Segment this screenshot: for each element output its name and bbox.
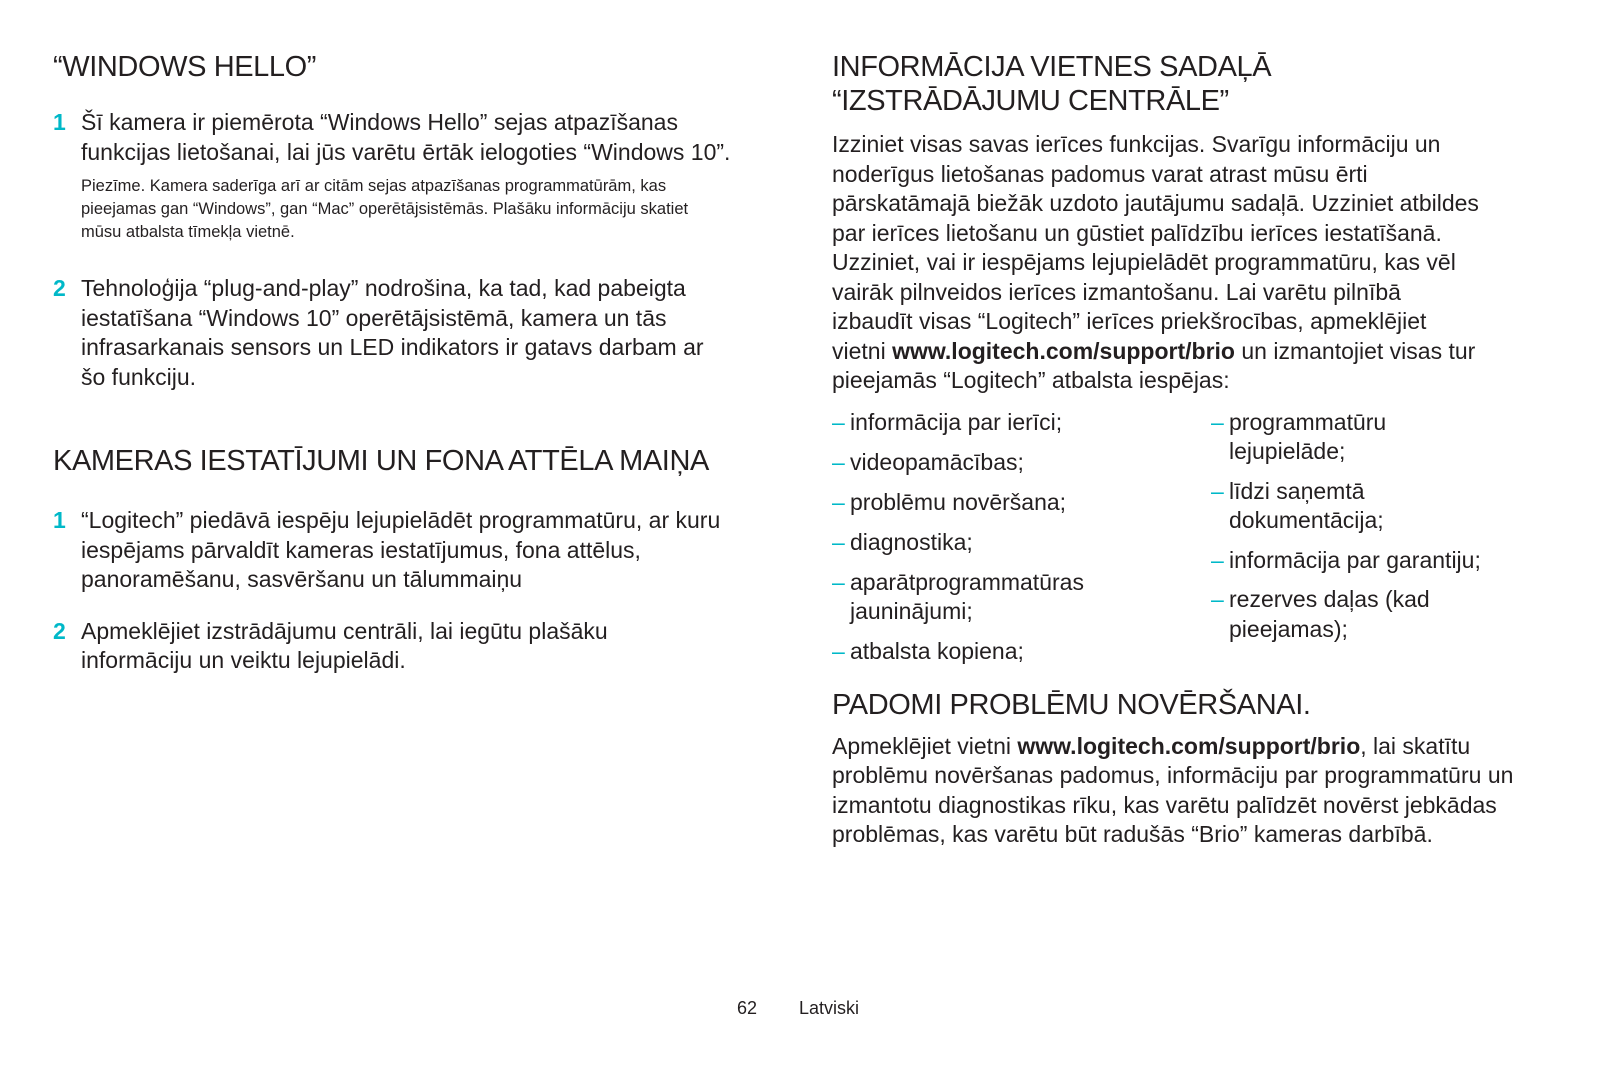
intro-tail: un izmantojiet visas tur pieejamās “Logitech” atbalsta iespējas: [832,337,1476,393]
list-item [832,448,1192,478]
troubleshooting-text [832,732,1532,850]
windows-hello-steps [53,108,773,392]
step-text: Tehnoloģija “plug-and-play” nodrošina, ka tad, kad pabeigta iestatīšana “Windows 10” operētājsistēmā, kamera un tās infrasarkanais sensors un LED indikators ir gatavs darbam ar šo funkciju. [81,275,704,390]
step-number: 2 [53,275,66,301]
troubleshooting-lead: Apmeklējiet vietni [832,732,1018,759]
list-item-text: atbalsta kopiena; [850,638,1024,664]
list-item [1211,408,1439,467]
camera-settings-step-1 [53,506,773,595]
list-item-text: informācija par ierīci; [850,408,1063,435]
list-item-text: problēmu novēršana; [850,488,1067,515]
troubleshooting-heading: PADOMI PROBLĒMU NOVĒRŠANAI. [832,688,1311,721]
support-options-right [1211,408,1541,645]
right-column [832,44,1552,850]
dash-bullet: – [832,528,845,555]
step-number: 1 [53,109,66,135]
dash-bullet: – [1211,477,1224,504]
list-item [832,528,1192,558]
list-item-text: videopamācības; [850,448,1024,475]
language-label: Latviski [799,998,860,1018]
support-options-left [832,408,1192,667]
list-item-text: aparātprogrammatūras jauninājumi; [850,568,1084,624]
dash-bullet: – [1211,586,1224,612]
list-item [832,488,1192,518]
windows-hello-section [53,50,773,392]
page-number: 62 [737,998,758,1018]
step-number: 1 [53,507,66,533]
list-item [832,568,1150,627]
dash-bullet: – [1211,408,1224,435]
troubleshooting-body: , lai skatītu problēmu novēršanas padomus, informāciju par programmatūru un izmantotu diagnostikas rīku, kas varētu palīdzēt novērst jebkādas problēmas, kas varētu būt radušās “Brio” kameras darbībā. [832,732,1514,847]
intro-text: Izziniet visas savas ierīces funkcijas. Svarīgu informāciju un noderīgus lietošanas padomus varat atrast mūsu ērti pārskatāmajā biežāk uzdoto jautājumu sadaļā. Uzziniet atbildes par ierīces lietošanu un gūstiet palīdzību ierīces iestatīšanā. Uzziniet, vai ir iespējams lejupielādēt programmatūru, kas vēl vairāk pilnveidos ierīces izmantošanu. Lai varētu pilnībā izbaudīt visas “Logitech” ierīces priekšrocības, apmeklējiet vietni [832,131,1479,364]
camera-settings-steps [53,506,773,676]
step-text: “Logitech” piedāvā iespēju lejupielādēt programmatūru, ar kuru iespējams pārvaldīt kameras iestatījumus, fona attēlus, panoramēšanu, sasvēršanu un tālummaiņu [81,507,721,592]
dash-bullet: – [832,448,845,475]
camera-settings-step-2 [53,617,773,676]
step-note: Piezīme. Kamera saderīga arī ar citām sejas atpazīšanas programmatūrām, kas pieejamas gan “Windows”, gan “Mac” operētājsistēmās. Plašāku informāciju skatiet mūsu atbalsta tīmekļa vietnē. [81,177,689,241]
windows-hello-step-1 [53,108,773,244]
list-item [1211,546,1541,576]
support-options-list [832,408,1552,670]
dash-bullet: – [832,638,845,664]
troubleshooting-link[interactable]: www.logitech.com/support/brio [1017,732,1361,759]
list-item-text: informācija par garantiju; [1229,546,1481,573]
troubleshooting-section [832,688,1552,850]
heading-line-2: “IZSTRĀDĀJUMU CENTRĀLE” [832,85,1229,117]
step-text: Šī kamera ir piemērota “Windows Hello” sejas atpazīšanas funkcijas lietošanai, lai jūs varētu ērtāk ielogoties “Windows 10”. [81,109,731,165]
product-central-heading [832,50,1552,118]
list-item [1211,477,1439,536]
dash-bullet: – [1211,546,1224,573]
step-number: 2 [53,617,66,644]
list-item-text: rezerves daļas (kad pieejamas); [1229,586,1430,642]
product-central-section [832,50,1552,670]
camera-settings-heading: KAMERAS IESTATĪJUMI UN FONA ATTĒLA MAIŅA [53,445,709,477]
list-item-text: diagnostika; [850,528,973,555]
step-text: Apmeklējiet izstrādājumu centrāli, lai iegūtu plašāku informāciju un veiktu lejupielādi. [81,617,608,673]
heading-line-1: INFORMĀCIJA VIETNES SADAĻĀ [832,51,1272,83]
dash-bullet: – [832,568,845,595]
dash-bullet: – [832,408,845,435]
windows-hello-step-2 [53,274,773,392]
camera-settings-section [53,444,773,676]
list-item-text: līdzi saņemtā dokumentācija; [1229,477,1384,533]
list-item [832,637,1192,667]
windows-hello-heading: “WINDOWS HELLO” [53,51,317,83]
list-item [1211,585,1439,644]
list-item [832,408,1192,438]
support-link[interactable]: www.logitech.com/support/brio [892,337,1235,364]
product-central-intro [832,130,1482,396]
dash-bullet: – [832,488,845,515]
list-item-text: programmatūru lejupielāde; [1229,408,1387,464]
left-column [53,44,773,676]
